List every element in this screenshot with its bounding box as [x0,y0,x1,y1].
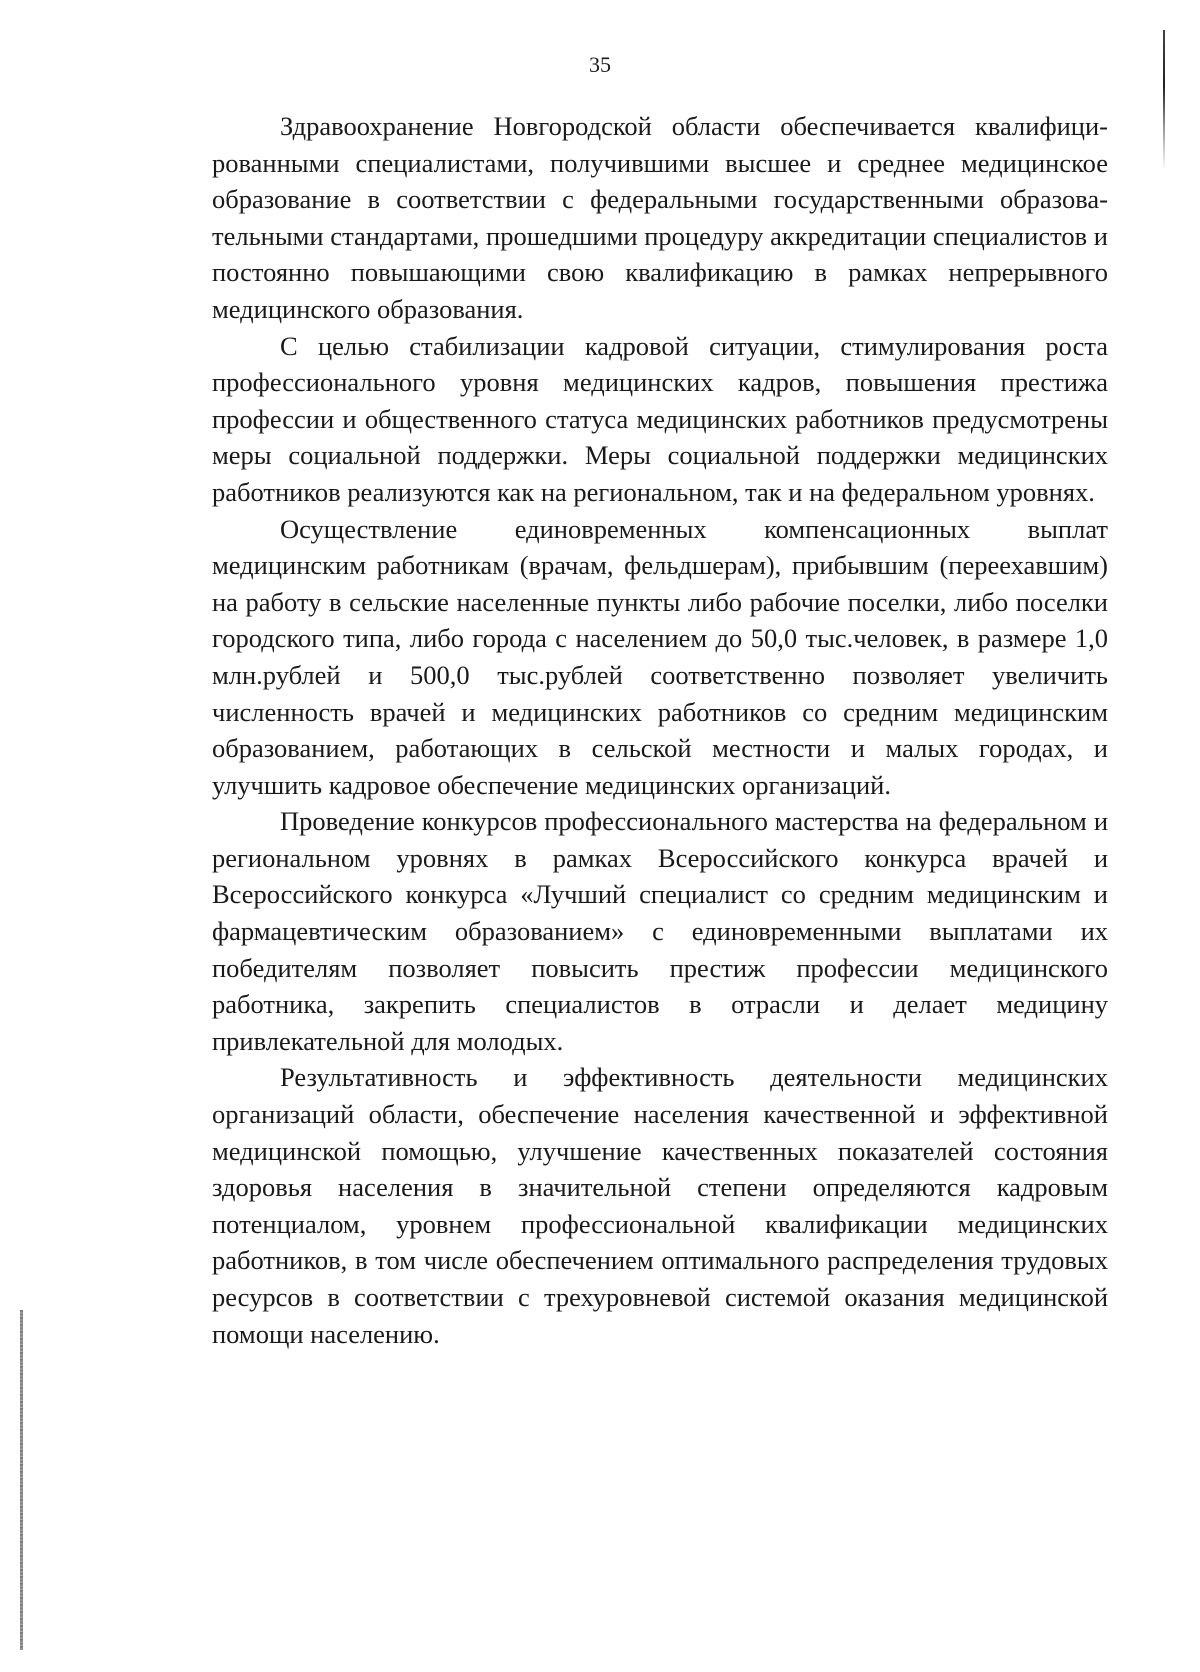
paragraph-social-support: С целью стабилизации кадровой ситуации, стимулирования роста профессионального уровня медицинских кадров, повышения престижа профессии и общественного статуса медицинских работников предусмотрены меры социальной поддержки. Меры социальной поддержки медицинских работников реализуются как на региональном, так и на федеральном уровнях. [212,330,1108,507]
page-number: 35 [589,52,611,77]
paragraph-effectiveness: Результативность и эффективность деятельности медицинских организаций области, обеспечение населения качественной и эффективной медицинской помощью, улучшение качественных показателей состояния здоровья населения в значительной степени определяются кадровым потенциалом, уровнем профессиональной квалификации медицинских работников, в том числе обеспечением оптимального распределения трудовых ресурсов в соответствии с трехуровневой системой оказания медицинской помощи населению. [212,1062,1108,1349]
paragraph-professional-contests: Проведение конкурсов профессионального мастерства на федеральном и региональном уровнях в рамках Всероссийского конкурса врачей и Всероссийского конкурса «Лучший специалист со средним медицинским и фармацевтическим образованием» с единовременными выплатами их победителям позволяет повысить престиж профессии медицинского работника, закрепить специалистов в отрасли и делает медицину привлекательной для молодых. [212,806,1108,1056]
paragraph-healthcare-staffing: Здравоохранение Новгородской области обеспечивается квалифицированными специалистами, получившими высшее и среднее медицинское образование в соответствии с федеральными государственными образовательными стандартами, прошедшими процедуру аккредитации специалистов и постоянно повышающими свою квалификацию в рамках непрерывного медицинского образования. [212,111,1108,324]
document-body [212,108,1108,1352]
paragraph-compensation-payments: Осуществление единовременных компенсационных выплат медицинским работникам (врачам, фельдшерам), прибывшим (переехавшим) на работу в сельские населенные пункты либо рабочие поселки, либо поселки городского типа, либо города с населением до 50,0 тыс.человек, в размере 1,0 млн.рублей и 500,0 тыс.рублей соответственно позволяет увеличить численность врачей и медицинских работников со средним медицинским образованием, работающих в сельской местности и малых городах, и улучшить кадровое обеспечение медицинских организаций. [212,513,1108,800]
scan-binding-artifact [20,1310,23,1650]
scan-edge-artifact [1163,30,1165,170]
